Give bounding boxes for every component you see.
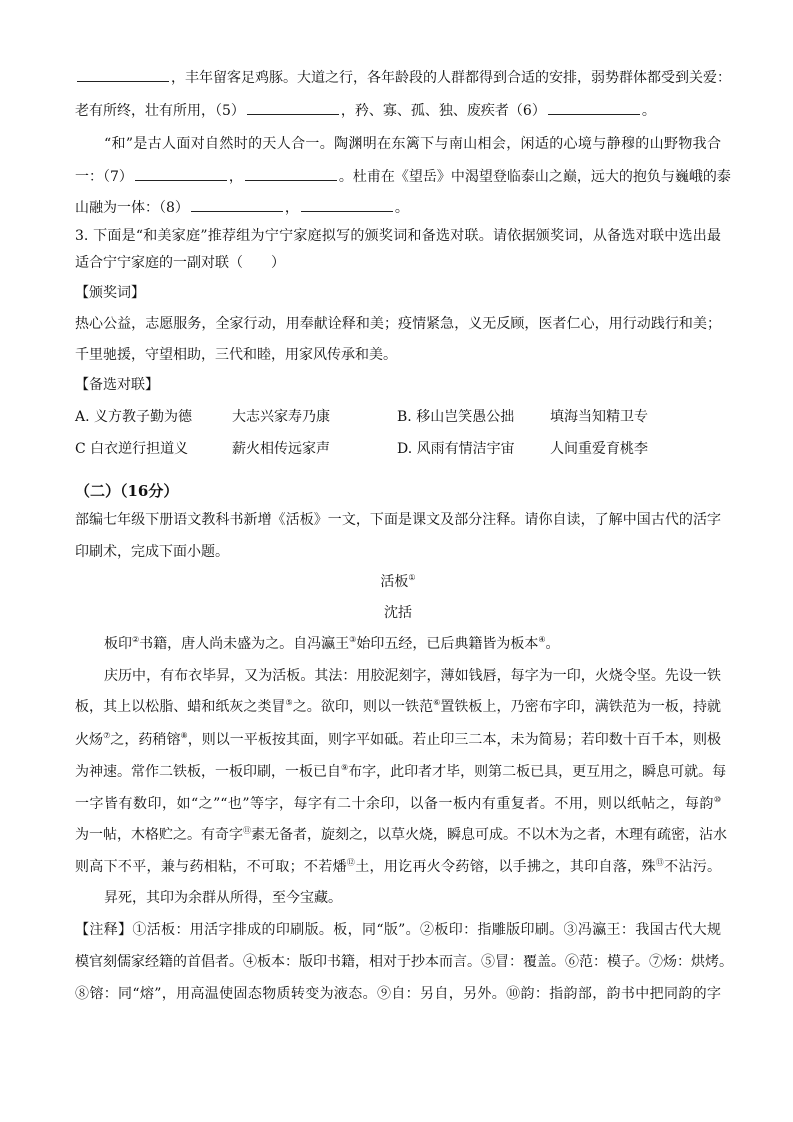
text-segment: 部编七年级下册语文教科书新增《活板》一文，下面是课文及部分注释。请你自读，了解中国古代的活字 — [75, 512, 721, 528]
text-line — [75, 572, 721, 592]
text-segment: 布字，此印者才毕，则第二板已具，更互用之，瞬息可就。每 — [348, 764, 727, 780]
text-line — [75, 920, 721, 940]
text-segment: 热心公益，志愿服务，全家行动，用奉献诠释和美；疫情紧急，义无反顾，医者仁心，用行动践行和美； — [75, 316, 721, 332]
option-b-second: 填海当知精卫专 — [550, 409, 648, 425]
text-line — [75, 481, 721, 501]
text-segment: 板印 — [104, 636, 132, 652]
text-segment: 置铁板上，乃密布字印，满铁范为一板，持就 — [440, 699, 722, 715]
text-line — [75, 166, 731, 186]
text-segment: 板，其上以松脂、蜡和纸灰之类冒 — [75, 699, 286, 715]
text-segment: ⑧镕：同“熔”，用高温使固态物质转变为液态。⑨自：另自，另外。⑩韵：指韵部，韵书中把同韵的字 — [75, 986, 721, 1002]
footnote-marker: ⑥ — [433, 698, 441, 707]
text-segment: 。杜甫在《望岳》中渴望登临泰山之巅，远大的抱负与巍峨的泰 — [338, 169, 731, 185]
footnote-marker: ② — [132, 635, 140, 644]
text-segment: 昇死，其印为余群从所得，至今宝藏。 — [104, 890, 342, 906]
footnote-marker: ⑩ — [713, 795, 721, 804]
text-line — [104, 888, 721, 908]
text-segment: 山融为一体：（8） — [75, 200, 189, 216]
text-line — [75, 762, 727, 782]
text-segment: 适合宁宁家庭的一副对联（ ） — [75, 255, 285, 271]
footnote-marker: ⑦ — [103, 731, 111, 740]
text-line — [75, 857, 721, 877]
option-first-line: D. 风雨有情洁宇宙 — [397, 441, 515, 457]
text-line — [75, 542, 721, 562]
footnote-marker: ⑤ — [285, 698, 293, 707]
text-segment: 不沾污。 — [664, 859, 722, 875]
fill-in-blank — [301, 197, 393, 212]
text-segment: 。 — [394, 200, 409, 216]
option-c — [75, 439, 188, 459]
text-segment: ，丰年留客足鸡豚。大道之行，各年龄段的人群都得到合适的安排，弱势群体都受到关爱： — [171, 70, 731, 86]
fill-in-blank — [245, 166, 337, 181]
option-b — [397, 407, 514, 427]
text-segment: 一：（7） — [75, 169, 133, 185]
text-segment: 活板 — [380, 574, 409, 590]
text-segment: 始印五经，已后典籍皆为板本 — [356, 636, 539, 652]
option-c-second: 薪火相传远家声 — [232, 441, 330, 457]
text-line — [75, 100, 721, 120]
text-line — [75, 730, 721, 750]
text-line — [75, 226, 721, 246]
text-segment: 书籍，唐人尚未盛为之。自冯瀛王 — [139, 636, 350, 652]
text-segment: 千里驰援，守望相助，三代和睦，用家风传承和美。 — [75, 347, 397, 363]
text-segment: 则高下不平，兼与药相粘，不可取；不若燔 — [75, 859, 347, 875]
fill-in-blank — [548, 100, 640, 115]
text-segment: 为一帖，木格贮之。有奇字 — [75, 827, 243, 843]
footnote-marker: ⑬ — [655, 858, 665, 867]
text-segment: 为神速。常作二铁板，一板印刷，一板已自 — [75, 764, 341, 780]
text-segment: 【颁奖词】 — [75, 285, 145, 301]
text-segment: 素无备者，旋刻之，以草火烧，瞬息可成。不以木为之者，木理有疏密，沾水 — [251, 827, 727, 843]
option-first-line: C 白衣逆行担道义 — [75, 441, 189, 457]
text-segment: 之。欲印，则以一铁范 — [292, 699, 434, 715]
text-line — [104, 134, 721, 154]
text-line — [75, 345, 721, 365]
text-segment: 【备选对联】 — [75, 377, 159, 393]
text-line — [75, 510, 721, 530]
text-segment: ， — [228, 169, 243, 185]
text-segment: 印刷术，完成下面小题。 — [75, 544, 229, 560]
text-segment: 老有所终，壮有所用，（5） — [75, 103, 245, 119]
text-segment: 【注释】①活板：用活字排成的印刷版。板，同“版”。②板印：指雕版印刷。③冯瀛王：我国古代大规 — [75, 922, 721, 938]
text-segment: 沈括 — [384, 605, 412, 621]
text-segment: 庆历中，有布衣毕昇，又为活板。其法：用胶泥刻字，薄如钱唇，每字为一印，火烧令坚。先设一铁 — [104, 668, 721, 684]
fill-in-blank — [135, 166, 227, 181]
text-segment: 火炀 — [75, 732, 104, 748]
text-segment: ， — [284, 200, 299, 216]
text-line — [75, 253, 721, 273]
text-segment: 之，药稍镕 — [110, 732, 181, 748]
option-first-line: A. 义方教子勤为德 — [75, 409, 193, 425]
text-line — [75, 794, 721, 814]
text-line — [75, 283, 721, 303]
text-segment: 模官刻儒家经籍的首倡者。④板本：版印书籍，相对于抄本而言。⑤冒：覆盖。⑥范：模子。⑦炀：烘烤。 — [75, 954, 733, 970]
text-segment: 一字皆有数印，如“之”“也”等字，每字有二十余印，以备一板内有重复者。不用，则以纸帖之，每韵 — [75, 796, 714, 812]
option-d — [397, 439, 515, 459]
option-d-second: 人间重爱育桃李 — [550, 441, 648, 457]
option-a — [75, 407, 192, 427]
text-line — [75, 603, 721, 623]
text-segment: 。 — [545, 636, 560, 652]
text-segment: ，矜、寡、孤、独、废疾者（6） — [340, 103, 546, 119]
text-segment: （二）（16分） — [75, 482, 179, 500]
footnote-marker: ① — [408, 573, 416, 582]
text-line — [104, 634, 721, 654]
text-line — [75, 697, 721, 717]
option-first-line: B. 移山岂笑愚公拙 — [397, 409, 515, 425]
footnote-marker: ⑪ — [243, 826, 251, 835]
text-line — [75, 375, 721, 395]
text-segment: ，则以一平板按其面，则字平如砥。若止印三二本，未为简易；若印数十百千本，则极 — [187, 732, 722, 748]
text-line — [75, 197, 721, 217]
fill-in-blank — [77, 67, 169, 82]
fill-in-blank — [247, 100, 339, 115]
text-segment: 土，用讫再火令药镕，以手拂之，其印自落，殊 — [355, 859, 656, 875]
text-segment: 。 — [641, 103, 656, 119]
text-segment: “和”是古人面对自然时的天人合一。陶渊明在东篱下与南山相会，闲适的心境与静穆的山野物我合 — [104, 136, 721, 152]
text-line — [104, 666, 721, 686]
text-line — [75, 952, 733, 972]
option-a-second: 大志兴家寿乃康 — [232, 409, 330, 425]
text-line — [75, 314, 721, 334]
fill-in-blank — [191, 197, 283, 212]
text-line — [75, 825, 727, 845]
footnote-marker: ⑫ — [346, 858, 356, 867]
text-segment: 3. 下面是“和美家庭”推荐组为宁宁家庭拟写的颁奖词和备选对联。请依据颁奖词，从备选对联中选出最 — [75, 228, 721, 244]
footnote-marker: ⑨ — [341, 763, 349, 772]
footnote-marker: ④ — [538, 635, 546, 644]
text-line — [75, 67, 731, 87]
text-line — [75, 984, 721, 1004]
footnote-marker: ⑧ — [180, 731, 188, 740]
footnote-marker: ③ — [349, 635, 357, 644]
